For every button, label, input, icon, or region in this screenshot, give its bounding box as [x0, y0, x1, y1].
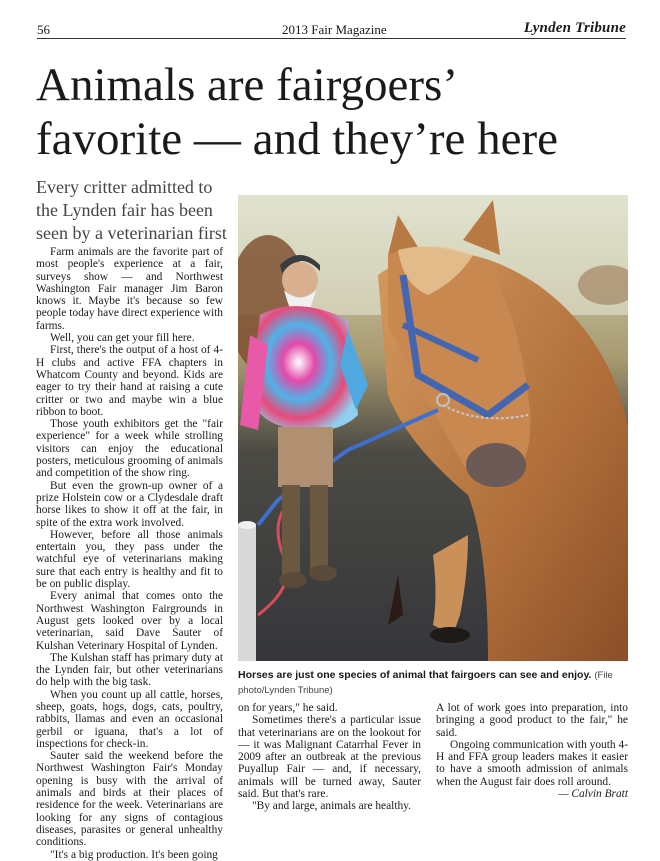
paragraph: But even the grown-up owner of a prize Holstein cow or a Clydesdale draft horse likes to show it off at the fair, in spite of the extra work involved.: [36, 479, 223, 529]
article-column-1: [36, 246, 223, 861]
subheadline: Every critter admitted to the Lynden fair has been seen by a veterinarian first: [36, 177, 227, 243]
byline: — Calvin Bratt: [558, 788, 628, 801]
paragraph: "It's a big production. It's been going: [50, 848, 218, 861]
photo-caption: [238, 668, 630, 698]
paragraph: Sauter said the weekend before the Northwest Washington Fair's Monday opening is busy with the arrival of animals and birds at their places of residence for the week. Veterinarians are looking for any signs of contagious diseases, parasites or general unhealthy conditions.: [36, 750, 223, 849]
horse-photo: [238, 195, 628, 661]
paragraph: Farm animals are the favorite part of most people's experience at a fair, surveys show — and Northwest Washington Fair manager Jim Baron knows it. Maybe it's because so few people today have direct experience with farms.: [36, 246, 223, 332]
page-header: [37, 22, 626, 39]
headline-line-2: favorite — and they’re here: [36, 113, 558, 165]
article-column-2: [238, 702, 421, 813]
paragraph: Sometimes there's a particular issue that veterinarians are on the lookout for — it was Malignant Catarrhal Fever in 2009 after an outbreak at the previous Puyallup Fair — and, if necessary, animals will be turned away, Sauter said. But that's rare.: [238, 714, 421, 801]
paragraph: First, there's the output of a host of 4-H clubs and active FFA chapters in Whatcom County and beyond. Kids are eager to try their hand at raising a cute critter or two and maybe win a blue ribbon to boot.: [36, 344, 223, 418]
masthead-logo: Lynden Tribune: [523, 20, 626, 36]
paragraph: A lot of work goes into preparation, into bringing a good product to the fair," he said.: [436, 702, 628, 739]
headline-line-1: Animals are fairgoers’: [36, 59, 458, 111]
paragraph: "By and large, animals are healthy.: [252, 800, 412, 813]
caption-text: Horses are just one species of animal that fairgoers can see and enjoy.: [238, 669, 592, 681]
page-number: 56: [37, 22, 50, 37]
paragraph: Those youth exhibitors get the "fair experience" for a week while strolling visitors can enjoy the educational posters, meticulous grooming of animals and competition of the show ring.: [36, 418, 223, 480]
photo-credit: (File photo/Lynden Tribune): [238, 670, 613, 696]
paragraph: When you count up all cattle, horses, sheep, goats, hogs, dogs, cats, poultry, rabbits, llamas and even an occasional gerbil or iguana, that's a lot of inspections for check-in.: [36, 688, 223, 750]
paragraph: Every animal that comes onto the Northwest Washington Fairgrounds in August gets looked over by a local veterinarian, said Dave Sauter of Kulshan Veterinary Hospital of Lynden.: [36, 590, 223, 652]
paragraph: on for years," he said.: [238, 702, 338, 714]
section-title: 2013 Fair Magazine: [282, 22, 387, 37]
horse-photo-illustration: [238, 195, 628, 661]
article-column-3: [436, 702, 628, 800]
paragraph: Ongoing communication with youth 4-H and FFA group leaders makes it easier to have a smooth admission of animals when the August fair does roll around.: [436, 738, 628, 788]
paragraph: Well, you can get your fill here.: [50, 332, 195, 345]
paragraph: However, before all those animals entertain you, they pass under the watchful eye of veterinarians making sure that each entry is healthy and fit to be on public display.: [36, 528, 223, 591]
paragraph: The Kulshan staff has primary duty at the Lynden fair, but other veterinarians do help with the big task.: [36, 651, 223, 689]
headline: [36, 58, 636, 166]
